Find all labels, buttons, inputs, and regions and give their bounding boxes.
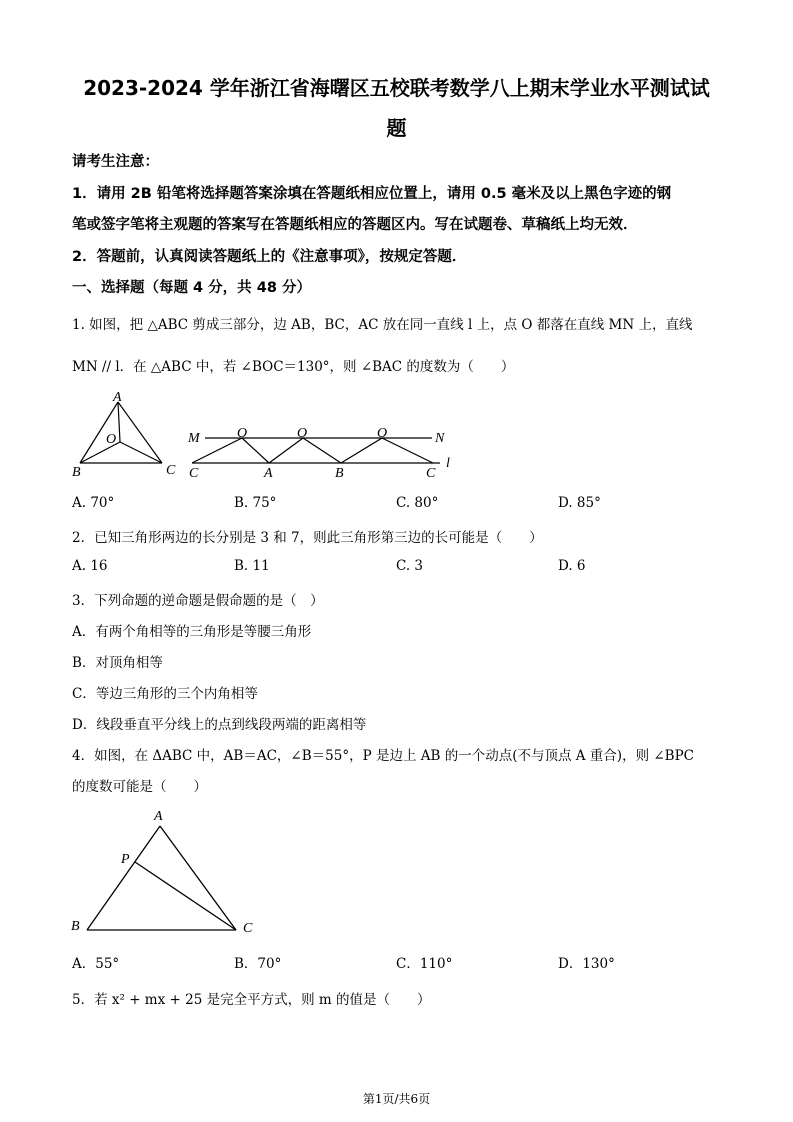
q2-option-d: D. 6 xyxy=(558,558,586,574)
notice-item2: 2．答题前，认真阅读答题纸上的《注意事项》，按规定答题． xyxy=(72,249,467,265)
q1-label-A: A xyxy=(113,390,122,405)
q2-stem: 2．已知三角形两边的长分别是 3 和 7，则此三角形第三边的长可能是（ ） xyxy=(72,530,543,546)
q3-option-b: B．对顶角相等 xyxy=(72,655,163,671)
q1-label-B: B xyxy=(72,465,81,480)
q1-stem-line2: MN // l．在 △ABC 中，若 ∠BOC＝130°，则 ∠BAC 的度数为（ ） xyxy=(72,359,515,375)
q2-option-a: A. 16 xyxy=(72,558,108,574)
q5-stem: 5．若 x² + mx + 25 是完全平方式，则 m 的值是（ ） xyxy=(72,992,431,1008)
q1-triangle-figure xyxy=(72,390,176,480)
q1-label-O: O xyxy=(106,432,117,447)
q1-label-N: N xyxy=(435,431,445,446)
q4-stem-line2: 的度数可能是（ ） xyxy=(72,779,207,795)
q1-option-d: D. 85° xyxy=(558,495,601,511)
q1-option-a: A. 70° xyxy=(72,495,115,511)
notice-item1-line1: 1．请用 2B 铅笔将选择题答案涂填在答题纸相应位置上，请用 0.5 毫米及以上黑色字迹的钢 xyxy=(72,186,672,202)
document-title-line1: 2023-2024 学年浙江省海曙区五校联考数学八上期末学业水平测试试 xyxy=(83,76,710,100)
q4-triangle-figure xyxy=(60,800,280,940)
q4-label-P: P xyxy=(121,852,130,867)
q4-option-c: C．110° xyxy=(396,956,453,972)
q4-label-C: C xyxy=(243,921,253,936)
q4-option-d: D．130° xyxy=(558,956,615,972)
notice-heading: 请考生注意： xyxy=(72,154,159,170)
q1-label-C: C xyxy=(166,463,176,478)
q1-label-O1: O xyxy=(237,426,248,441)
q4-option-a: A．55° xyxy=(72,956,120,972)
q1-label-A2: A xyxy=(264,466,273,480)
q1-label-C1: C xyxy=(189,466,199,480)
q1-stem-line1: 1. 如图，把 △ABC 剪成三部分，边 AB，BC，AC 放在同一直线 l 上，点 O 都落在直线 MN 上，直线 xyxy=(72,317,693,333)
q3-option-d: D．线段垂直平分线上的点到线段两端的距离相等 xyxy=(72,717,367,733)
q2-option-c: C. 3 xyxy=(396,558,424,574)
document-title-line2: 题 xyxy=(386,116,407,140)
q1-label-C2: C xyxy=(426,466,436,480)
page-footer: 第1页/共6页 xyxy=(362,1092,431,1106)
q3-option-a: A．有两个角相等的三角形是等腰三角形 xyxy=(72,624,312,640)
q1-label-O3: O xyxy=(377,426,388,441)
section1-heading: 一、选择题（每题 4 分，共 48 分） xyxy=(72,280,311,296)
q4-label-B: B xyxy=(71,919,80,934)
notice-item1-line2: 笔或签字笔将主观题的答案写在答题纸相应的答题区内。写在试题卷、草稿纸上均无效． xyxy=(72,217,638,233)
q3-option-c: C．等边三角形的三个内角相等 xyxy=(72,686,258,702)
q2-option-b: B. 11 xyxy=(234,558,270,574)
q4-label-A: A xyxy=(154,809,163,824)
q1-option-c: C. 80° xyxy=(396,495,439,511)
q4-stem-line1: 4．如图，在 ΔABC 中，AB＝AC，∠B＝55°，P 是边上 AB 的一个动点(不与顶点 A 重合)，则 ∠BPC xyxy=(72,748,695,764)
q1-label-M: M xyxy=(188,431,200,446)
q1-label-l: l xyxy=(446,456,450,471)
q1-figures xyxy=(60,385,480,480)
q3-stem: 3．下列命题的逆命题是假命题的是（ ） xyxy=(72,593,324,609)
q1-option-b: B. 75° xyxy=(234,495,277,511)
q1-label-O2: O xyxy=(297,426,308,441)
q1-strip-figure xyxy=(187,426,450,480)
q1-label-B2: B xyxy=(335,466,344,480)
q4-option-b: B．70° xyxy=(234,956,282,972)
